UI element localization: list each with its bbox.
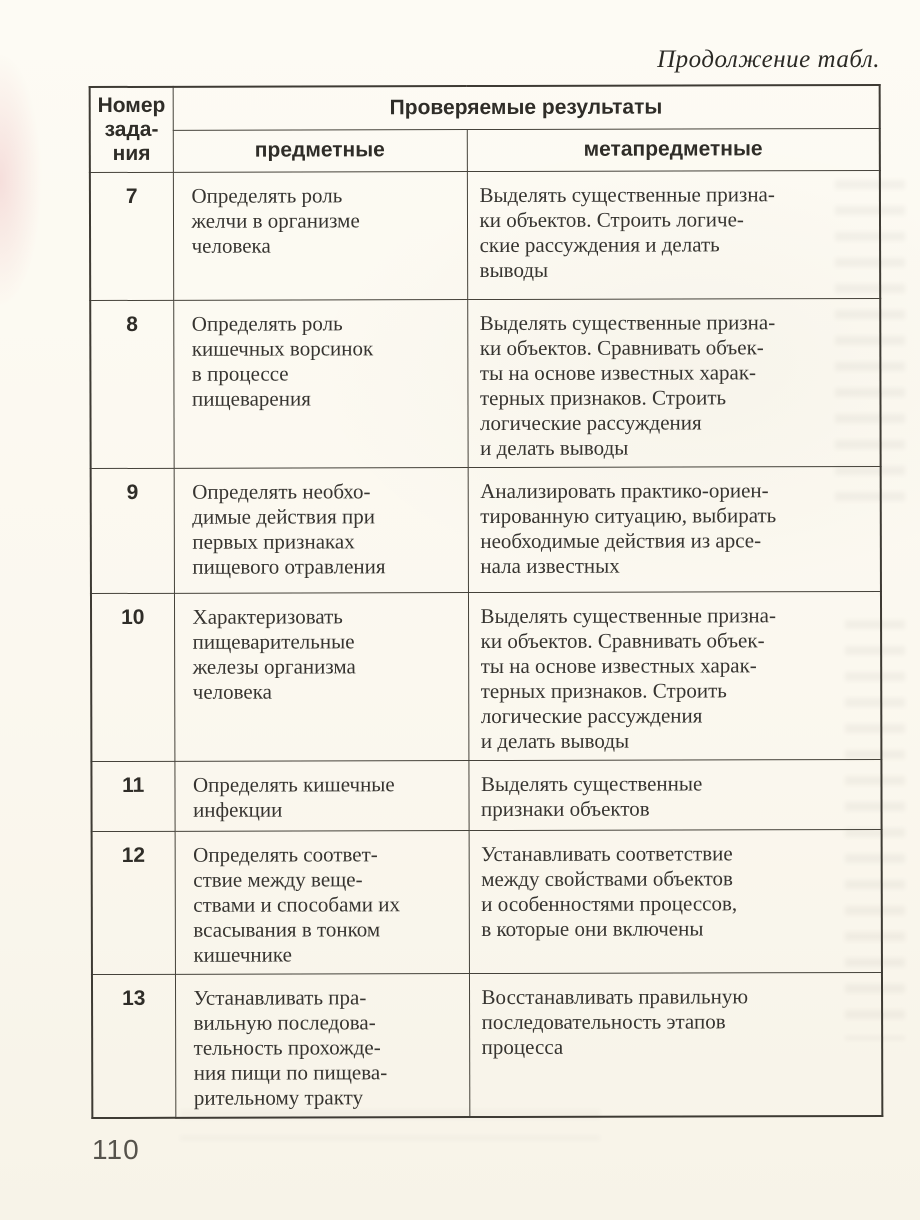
meta-result-cell: Выделять существенные призна- ки объектов. Сравнивать объек- ты на основе известных харак- терных признаков. Строить логические рассуждения и делать выводы (467, 298, 880, 467)
page-number: 110 (92, 1134, 140, 1165)
subject-result-cell: Определять соответ- ствие между веще- ствами и способами их всасывания в тонком кишечнике (175, 830, 469, 974)
table-row-task-13 (92, 972, 882, 1118)
task-number-cell: 9 (91, 468, 174, 593)
subject-result-cell: Устанавливать пра- вильную последова- тельность прохожде- ния пищи по пищева- рительному тракту (175, 973, 469, 1117)
subject-result-cell: Определять роль кишечных ворсинок в процессе пищеварения (173, 299, 467, 468)
task-number-cell: 8 (90, 300, 173, 468)
header-results-group: Проверяемые результаты (173, 85, 880, 130)
meta-result-cell: Выделять существенные признаки объектов (468, 759, 881, 830)
task-number-cell: 11 (91, 761, 174, 831)
subject-result-cell: Определять роль желчи в организме человека (173, 171, 467, 300)
subject-result-cell: Определять кишечные инфекции (174, 760, 468, 831)
meta-result-cell: Выделять существенные призна- ки объектов. Строить логиче- ские рассуждения и делать выводы (467, 170, 880, 299)
table-row-task-10 (91, 591, 881, 761)
task-number-cell: 10 (91, 593, 174, 761)
header-meta-results: метапредметные (467, 128, 880, 171)
table-row-task-12 (92, 829, 882, 974)
table-row-task-9 (91, 466, 881, 593)
meta-result-cell: Выделять существенные призна- ки объектов. Сравнивать объек- ты на основе известных харак- терных признаков. Строить логические рассуждения и делать выводы (468, 591, 881, 760)
table-header-row (90, 85, 880, 130)
task-number-cell: 13 (92, 974, 175, 1118)
table-row-task-7 (90, 170, 880, 300)
meta-result-cell: Восстанавливать правильную последовательность этапов процесса (469, 972, 882, 1117)
table-continuation-label: Продолжение табл. (657, 46, 880, 73)
checked-results-table (89, 84, 884, 1119)
header-task-number: Номер зада- ния (90, 87, 173, 172)
subject-result-cell: Характеризовать пищеварительные железы организма человека (174, 592, 468, 761)
task-number-cell: 7 (90, 172, 173, 300)
header-subject-results: предметные (173, 129, 467, 172)
table-row-task-11 (91, 759, 881, 831)
meta-result-cell: Анализировать практико-ориен- тированную ситуацию, выбирать необходимые действия из арсе- нала известных (468, 466, 881, 592)
task-number-cell: 12 (92, 831, 175, 974)
table-row-task-8 (90, 298, 880, 468)
meta-result-cell: Устанавливать соответствие между свойствами объектов и особенностями процессов, в которые они включены (469, 829, 882, 973)
table-subheader-row (90, 128, 880, 172)
subject-result-cell: Определять необхо- димые действия при первых признаках пищевого отравления (174, 467, 468, 593)
